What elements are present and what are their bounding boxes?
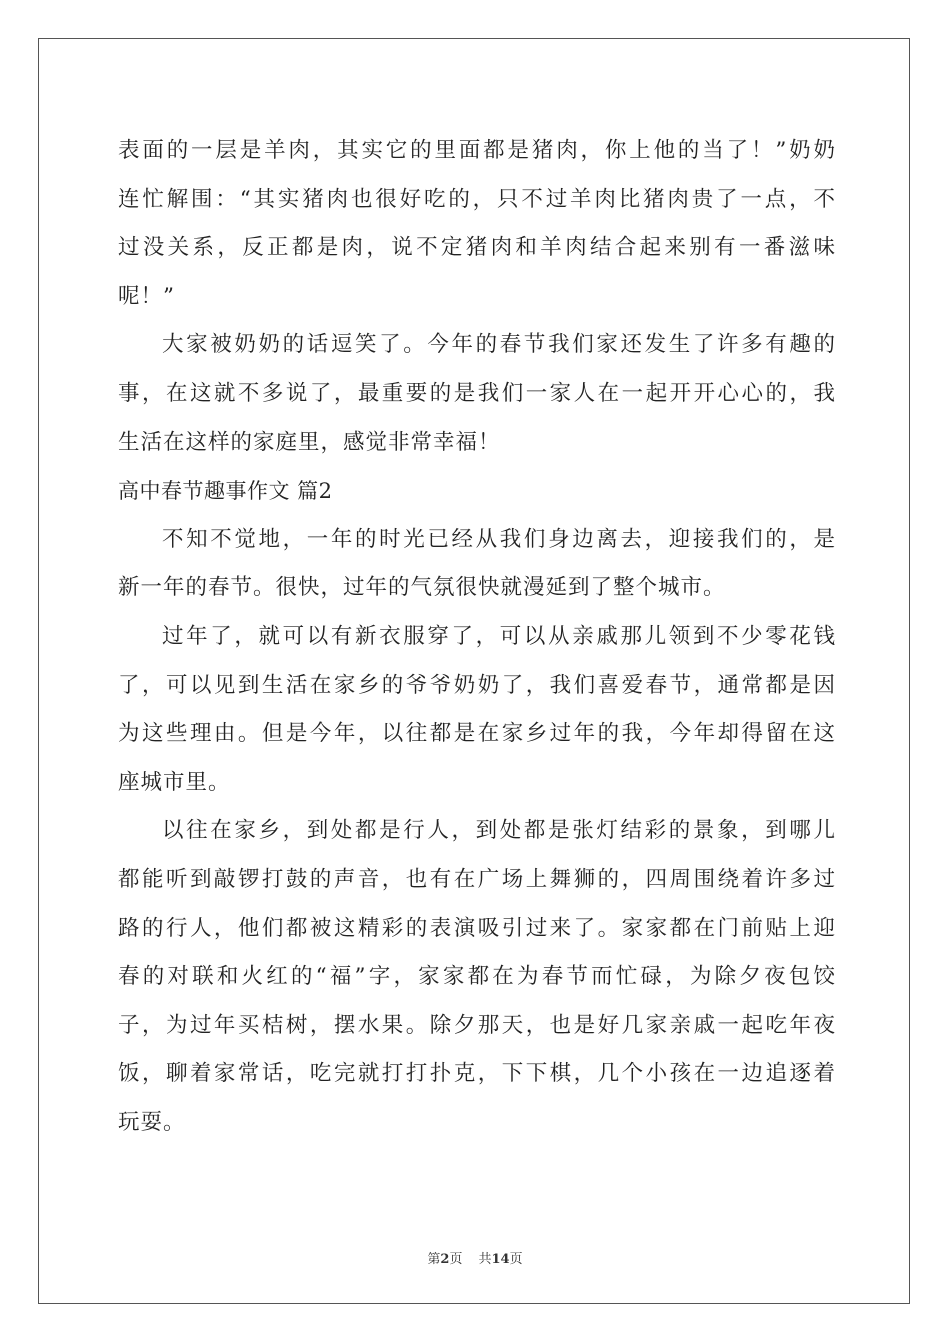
paragraph [118, 127, 836, 321]
text-line: 春的对联和火红的“福”字，家家都在为春节而忙碌，为除夕夜包饺 [118, 964, 836, 990]
text-line: 了，可以见到生活在家乡的爷爷奶奶了，我们喜爱春节，通常都是因 [118, 672, 836, 698]
paragraph [118, 807, 836, 1147]
text-line: 为这些理由。但是今年，以往都是在家乡过年的我，今年却得留在这 [118, 721, 836, 747]
total-prefix: 共 [478, 1252, 492, 1267]
section-heading: 高中春节趣事作文 篇2 [118, 479, 333, 504]
text-line: 过年了，就可以有新衣服穿了，可以从亲戚那儿领到不少零花钱 [162, 623, 836, 649]
paragraph [118, 321, 836, 467]
text-line: 以往在家乡，到处都是行人，到处都是张灯结彩的景象，到哪儿 [162, 818, 836, 844]
paragraph [118, 516, 836, 613]
text-line: 事，在这就不多说了，最重要的是我们一家人在一起开开心心的，我 [118, 380, 836, 406]
text-line: 新一年的春节。很快，过年的气氛很快就漫延到了整个城市。 [118, 575, 726, 601]
text-line: 子，为过年买桔树，摆水果。除夕那天，也是好几家亲戚一起吃年夜 [118, 1012, 836, 1038]
text-line: 玩耍。 [118, 1109, 186, 1135]
text-line: 连忙解围：“其实猪肉也很好吃的，只不过羊肉比猪肉贵了一点，不 [118, 186, 836, 212]
page-number: 2 [440, 1252, 450, 1267]
total-suffix: 页 [509, 1252, 523, 1267]
text-line: 路的行人，他们都被这精彩的表演吸引过来了。家家都在门前贴上迎 [118, 915, 836, 941]
page-footer [0, 1248, 950, 1267]
page-suffix: 页 [449, 1252, 463, 1267]
text-line: 都能听到敲锣打鼓的声音，也有在广场上舞狮的，四周围绕着许多过 [118, 866, 836, 892]
text-line: 大家被奶奶的话逗笑了。今年的春节我们家还发生了许多有趣的 [162, 332, 836, 358]
page-prefix: 第 [427, 1252, 441, 1267]
total-pages: 14 [491, 1252, 510, 1267]
text-line: 生活在这样的家庭里，感觉非常幸福！ [118, 429, 501, 455]
text-line: 饭，聊着家常话，吃完就打打扑克，下下棋，几个小孩在一边追逐着 [118, 1061, 836, 1087]
paragraph [118, 613, 836, 807]
text-line: 呢！” [118, 283, 175, 309]
document-body [118, 127, 836, 1147]
text-line: 不知不觉地，一年的时光已经从我们身边离去，迎接我们的，是 [162, 526, 836, 552]
text-line: 座城市里。 [118, 769, 231, 795]
text-line: 表面的一层是羊肉，其实它的里面都是猪肉，你上他的当了！”奶奶 [118, 138, 836, 163]
text-line: 过没关系，反正都是肉，说不定猪肉和羊肉结合起来别有一番滋味 [118, 235, 836, 261]
